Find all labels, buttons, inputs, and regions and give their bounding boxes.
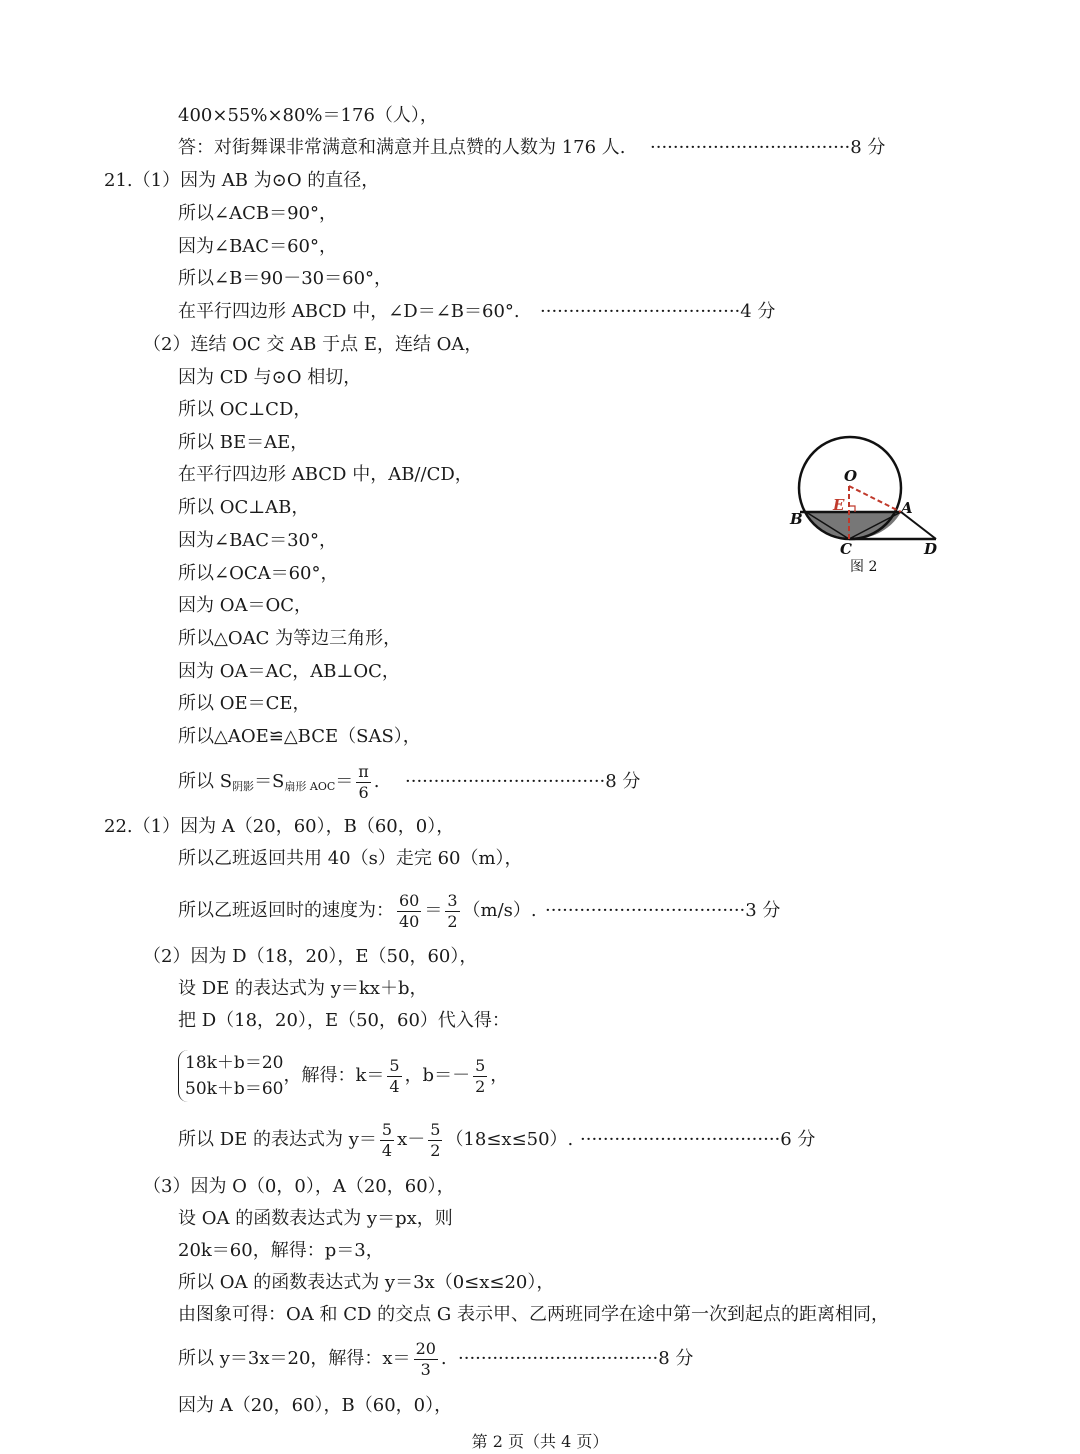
frac-den: 2: [430, 1140, 441, 1160]
line-oc-ab: 所以 OC⊥AB，: [178, 497, 310, 518]
line-congruent: 所以△AOE≌△BCE（SAS），: [178, 726, 421, 747]
line-1: 400×55%×80%＝176（人），: [178, 105, 438, 126]
line-solve-x: [178, 1336, 447, 1382]
frac-den: 40: [399, 911, 420, 931]
area-eq: ＝S: [254, 771, 285, 792]
label-c: C: [840, 540, 852, 558]
frac-den: 4: [389, 1076, 400, 1096]
line-oa-oc: 因为 OA＝OC，: [178, 595, 313, 616]
line-acb: 所以∠ACB＝90°，: [178, 203, 337, 224]
period: .: [373, 771, 380, 792]
score-8-c: ···································8 分: [458, 1348, 694, 1369]
sub-sector: 扇形 AOC: [284, 780, 336, 793]
sub-shade: 阴影: [232, 780, 255, 793]
label-o: O: [844, 467, 858, 485]
q21-part2: （2）连结 OC 交 AB 于点 E，连结 OA，: [143, 334, 483, 355]
q22-part2: （2）因为 D（18，20），E（50，60），: [143, 946, 478, 967]
frac-num: 60: [399, 890, 420, 910]
line-return-time: 所以乙班返回共用 40（s）走完 60（m），: [178, 848, 523, 869]
q21-part1: 21.（1）因为 AB 为⊙O 的直径，: [104, 170, 380, 191]
frac-den: 2: [475, 1076, 486, 1096]
line-oca60: 所以∠OCA＝60°，: [178, 563, 339, 584]
frac-den: 3: [420, 1359, 431, 1379]
score-6: ···································6 分: [580, 1129, 816, 1150]
line-oc-cd: 所以 OC⊥CD，: [178, 399, 312, 420]
comma: ，: [490, 1065, 509, 1086]
line-intersection: 由图象可得：OA 和 CD 的交点 G 表示甲、乙两班同学在途中第一次到起点的距离相同，: [178, 1304, 889, 1325]
speed-prefix: 所以乙班返回时的速度为：: [178, 900, 394, 921]
line-de-expr: 设 DE 的表达式为 y＝kx＋b，: [178, 978, 428, 999]
line-de-result: [178, 1117, 573, 1163]
speed-eq: ＝: [424, 900, 443, 921]
frac-den: 2: [447, 911, 458, 931]
de-prefix: 所以 DE 的表达式为 y＝: [178, 1129, 377, 1150]
de-range: （18≤x≤50）.: [445, 1129, 574, 1150]
page-footer: 第 2 页（共 4 页）: [471, 1432, 609, 1451]
frac-den: 6: [358, 782, 369, 802]
q22-part3: （3）因为 O（0，0），A（20，60），: [143, 1176, 455, 1197]
line-substitute: 把 D（18，20），E（50，60）代入得：: [178, 1010, 510, 1031]
frac-pi-6: [356, 762, 371, 803]
line-tangent: 因为 CD 与⊙O 相切，: [178, 367, 362, 388]
frac-den: 4: [381, 1140, 393, 1160]
line-parallel: 在平行四边形 ABCD 中，AB//CD，: [178, 464, 473, 485]
speed-unit: （m/s）.: [462, 900, 537, 921]
frac-60-40: [397, 891, 421, 932]
line-oe-ce: 所以 OE＝CE，: [178, 693, 311, 714]
q22-part1: 22.（1）因为 A（20，60），B（60，0），: [104, 816, 455, 837]
solve-k: ，解得：k＝: [283, 1065, 385, 1086]
frac-num: 5: [475, 1055, 486, 1075]
solve-x-prefix: 所以 y＝3x＝20，解得：x＝: [178, 1348, 411, 1369]
equation-system: [178, 1050, 283, 1102]
line-be-ae: 所以 BE＝AE，: [178, 432, 309, 453]
frac-num: 20: [415, 1338, 436, 1358]
frac-num: 5: [389, 1055, 400, 1075]
line-last: 因为 A（20，60），B（60，0），: [178, 1395, 453, 1416]
frac-num: 5: [430, 1119, 441, 1139]
label-a: A: [901, 499, 913, 517]
line-bac30: 因为∠BAC＝30°，: [178, 530, 337, 551]
line-system: [178, 1048, 508, 1104]
label-b: B: [790, 510, 803, 528]
de-minus: x－: [397, 1129, 426, 1150]
line-equilateral: 所以△OAC 为等边三角形，: [178, 628, 402, 649]
line-bac: 因为∠BAC＝60°，: [178, 236, 337, 257]
period: .: [440, 1348, 447, 1369]
shaded-region: [806, 512, 901, 538]
frac-3-2: [445, 891, 459, 932]
frac-5-4b: [380, 1120, 394, 1161]
line-2: 答：对街舞课非常满意和满意并且点赞的人数为 176 人.: [178, 137, 626, 158]
area-prefix: 所以 S: [178, 771, 233, 792]
line-abcd: 在平行四边形 ABCD 中，∠D＝∠B＝60°.: [178, 301, 520, 322]
figure-2: [770, 428, 970, 578]
line-oa-ac: 因为 OA＝AC，AB⊥OC，: [178, 661, 400, 682]
frac-5-2b: [428, 1120, 442, 1161]
frac-5-2: [473, 1056, 487, 1097]
score-8-b: ···································8 分: [405, 771, 641, 792]
solve-b: ，b＝－: [404, 1065, 471, 1086]
area-eq2: ＝: [335, 771, 354, 792]
segment-oa: [849, 486, 901, 512]
frac-20-3: [414, 1339, 438, 1380]
frac-num: π: [358, 761, 369, 781]
label-d: D: [924, 540, 938, 558]
line-speed: [178, 888, 537, 934]
line-oa-expr: 设 OA 的函数表达式为 y＝px，则: [178, 1208, 453, 1229]
score-3: ···································3 分: [545, 900, 781, 921]
eq-2: 50k＋b＝60: [185, 1079, 284, 1099]
score-4: ···································4 分: [540, 301, 776, 322]
score-8-a: ···································8 分: [650, 137, 886, 158]
line-b: 所以∠B＝90－30＝60°，: [178, 268, 393, 289]
frac-num: 3: [447, 890, 458, 910]
label-e: E: [833, 496, 845, 514]
frac-5-4: [387, 1056, 401, 1097]
figure-caption: 图 2: [850, 559, 878, 575]
line-solve-p: 20k＝60，解得：p＝3，: [178, 1240, 384, 1261]
line-oa-result: 所以 OA 的函数表达式为 y＝3x（0≤x≤20），: [178, 1272, 555, 1293]
frac-num: 5: [381, 1119, 393, 1139]
eq-1: 18k＋b＝20: [185, 1053, 284, 1073]
line-area: [178, 760, 380, 809]
